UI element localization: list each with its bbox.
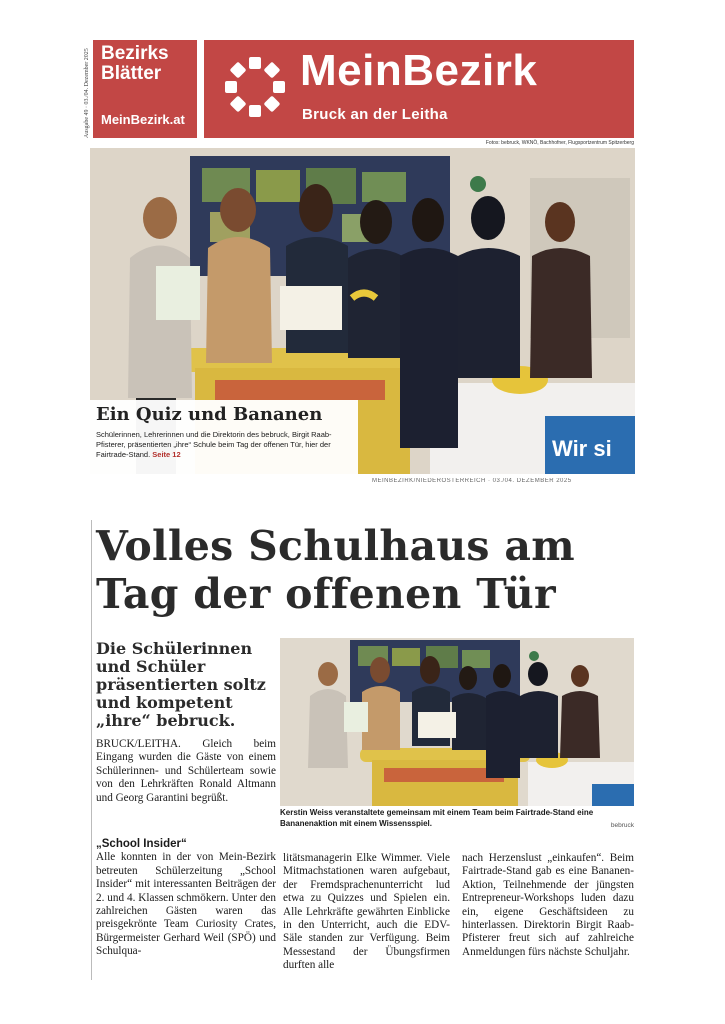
sign-text: Wir si [552, 436, 612, 461]
masthead-region: Bruck an der Leitha [302, 106, 448, 123]
article-photo-caption: Kerstin Weiss veranstaltete gemeinsam mit einem Team beim Fairtrade-Stand eine Bananenaktion mit einem Wissensspiel. bebruck [280, 808, 634, 829]
teaser-text: Schülerinnen, Lehrerinnen und die Direktorin des bebruck, Birgit Raab-Pfisterer, präsentierten „ihre“ Schule beim Tag der offenen Tür, hier der Fairtrade-Stand. Seite 12 [96, 430, 332, 459]
section-heading: „School Insider“ [96, 838, 187, 850]
teaser-box [90, 400, 358, 474]
article-column-2: litätsmanagerin Elke Wimmer. Viele Mitmachstationen waren aufgebaut, der Fremdsprachenunterricht lud etwa zu Quizzes und Spielen ein. Alle Lehrkräfte gewährten Einblicke in den Unterricht, auch die EDV-Säle standen zur Verfügung. Beim Messestand der Übungsfirmen durften alle [283, 852, 450, 972]
photo-credit: Fotos: bebruck, WKNÖ, Bachhofner, Flugsportzentrum Spitzerberg [485, 140, 634, 146]
sun-logo-icon [222, 54, 288, 120]
meinbezirk-banner [204, 40, 634, 138]
article-headline: Volles Schulhaus am Tag der offenen Tür [96, 522, 575, 618]
teaser-title: Ein Quiz und Bananen [96, 404, 323, 425]
article-photo-credit: bebruck [610, 822, 634, 829]
edition-line: Ausgabe 49 · 03./04. Dezember 2025 [84, 48, 90, 138]
masthead-title: MeinBezirk [300, 46, 538, 95]
article-subheadline: Die Schülerinnen und Schüler präsentierten soltz und kompetent „ihre“ bebruck. [96, 639, 266, 730]
article-lead: BRUCK/LEITHA. Gleich beim Eingang wurden die Gäste von einem Schülerinnen- und Schülerteam sowie von den Lehrkräften Ronald Altmann und Georg Garantini begrüßt. [96, 738, 276, 804]
column-rule [91, 520, 92, 980]
article-column-3: nach Herzenslust „einkaufen“. Beim Fairtrade-Stand gab es eine Bananen-Aktion, Teilnehmende der jüngsten Entrepreneur-Workshops luden dazu ein, eigene Geschäftsideen zu hinterlassen. Direktorin Birgit Raab-Pfisterer freut sich auf zahlreiche Anmeldungen fürs nächste Schuljahr. [462, 852, 634, 958]
brand-url: MeinBezirk.at [101, 112, 185, 127]
page-runner: MEINBEZIRK/NIEDERÖSTERREICH · 03./04. DEZEMBER 2025 [372, 478, 572, 484]
page-reference[interactable]: Seite 12 [152, 450, 181, 459]
article-column-1: „School Insider“ Alle konnten in der von Mein-Bezirk betreuten Schülerzeitung „School Insider“ mit interessanten Beiträgen der 2. und 4. Klassen schmökern. Unter den zahlreichen Gästen waren das preisgekrönte Team Curiosity Crates, Bürgermeister Gerhard Weil (SPÖ) und Schulqua- [96, 838, 276, 958]
article-photo [280, 638, 634, 806]
bezirksblaetter-logo [93, 40, 197, 138]
brand-title: Bezirks Blätter [101, 43, 169, 84]
